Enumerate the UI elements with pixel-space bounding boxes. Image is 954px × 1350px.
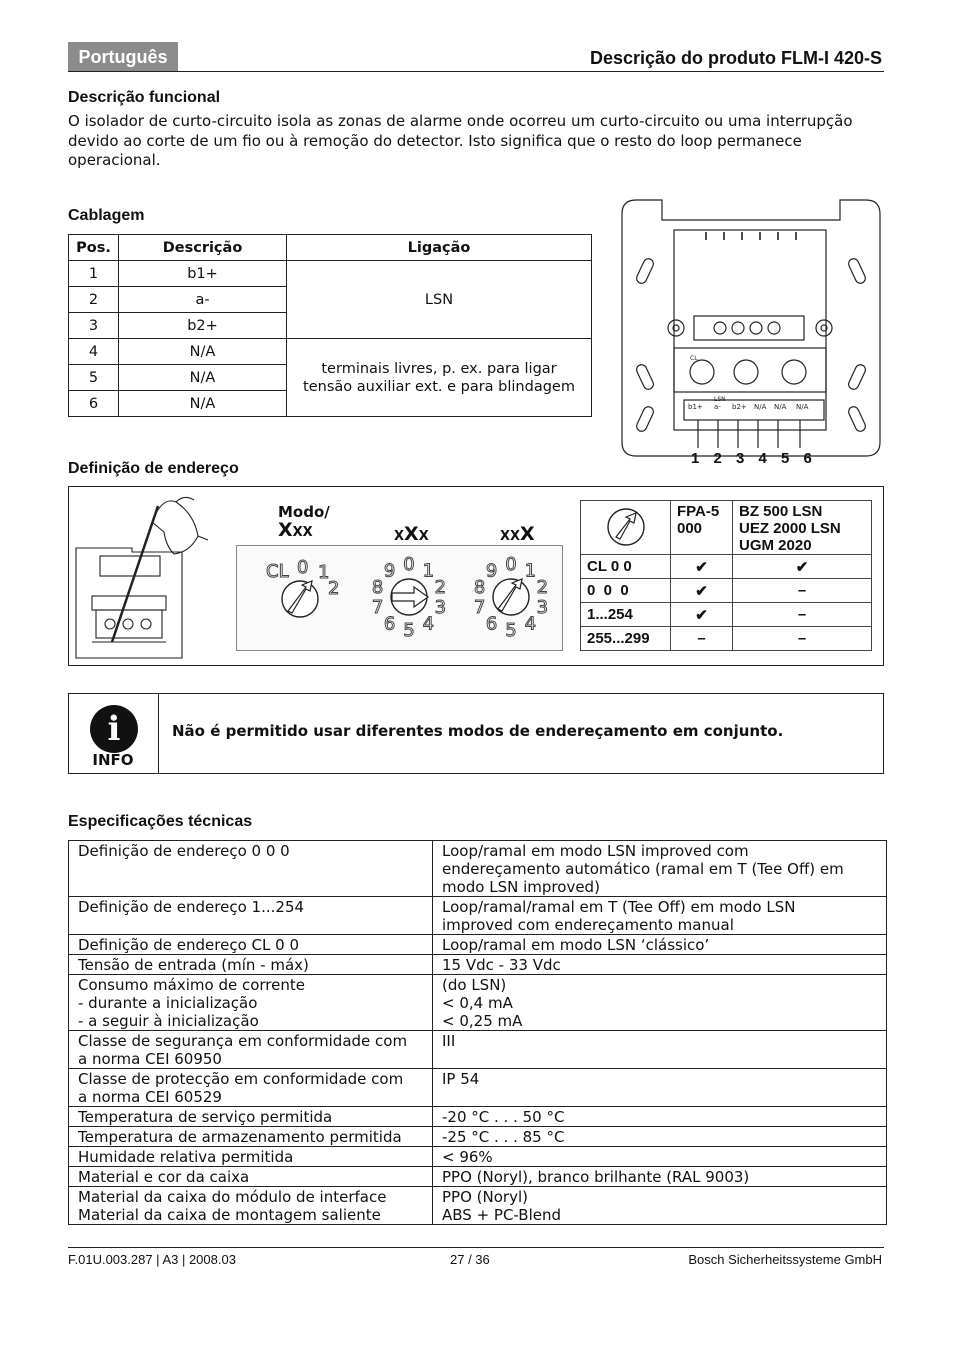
dial-units[interactable] [474, 554, 548, 641]
spec-label: Temperatura de armazenamento permitida [78, 1128, 402, 1146]
table-row [69, 1107, 887, 1127]
dial-b-label [394, 523, 429, 545]
drawing-terminal-label: b1+ [688, 403, 703, 411]
dial-digit: 2 [434, 576, 447, 598]
drawing-terminal-label: N/A [796, 403, 809, 411]
drawing-terminal-label: N/A [774, 403, 787, 411]
dial-digit: 8 [371, 576, 384, 598]
spec-value: modo LSN improved) [442, 878, 600, 896]
info-divider [158, 693, 159, 774]
spec-label: Material e cor da caixa [78, 1168, 250, 1186]
desc-cell: a- [119, 287, 287, 313]
spec-value: Loop/ramal em modo LSN ‘clássico’ [442, 936, 710, 954]
table-row [69, 897, 887, 935]
row-label: 1...254 [581, 603, 671, 627]
dial-digit: 0 [505, 554, 517, 575]
table-row [69, 1147, 887, 1167]
spec-label-cell [69, 1187, 433, 1225]
table-row [581, 627, 872, 651]
drawing-lsn-label: LSN [714, 396, 726, 403]
functional-heading: Descrição funcional [68, 89, 221, 106]
table-row [69, 841, 887, 897]
mounting-slot [635, 405, 655, 433]
dial-c-small: XX [500, 529, 521, 544]
table-row [69, 955, 887, 975]
dial-symbol-cell [581, 501, 671, 555]
spec-value: < 0,4 mA [442, 994, 513, 1012]
dial-digit: 6 [485, 613, 498, 635]
spec-value: endereçamento automático (ramal em T (Tee Off) em [442, 860, 844, 878]
spec-label: Consumo máximo de corrente [78, 976, 305, 994]
functional-line: devido ao corte de um fio ou à remoção do detector. Isto significa que o resto do loop permanece [68, 131, 802, 150]
mounting-slot [635, 363, 655, 391]
col-desc: Descrição [119, 235, 287, 261]
device-outline [622, 200, 880, 456]
spec-value-cell [433, 975, 887, 1031]
table-row [69, 975, 887, 1031]
dial-digit: 4 [422, 613, 435, 635]
check-icon: ✔ [671, 603, 733, 627]
rotary-dials [236, 545, 563, 651]
table-header-row [69, 235, 592, 261]
col-bz [733, 501, 872, 555]
dial-digit: 5 [403, 620, 415, 641]
row-label: CL 0 0 [581, 555, 671, 579]
check-icon: ✔ [671, 579, 733, 603]
spec-value-cell [433, 841, 887, 897]
dial-digit: 1 [318, 562, 330, 583]
pos-cell: 4 [69, 339, 119, 365]
dash-icon: – [733, 579, 872, 603]
spec-value-cell [433, 1147, 887, 1167]
aux-cell [287, 339, 592, 417]
spec-label-cell [69, 1031, 433, 1069]
col-bz-line: UGM 2020 [739, 537, 812, 554]
spec-label: - durante a inicialização [78, 994, 258, 1012]
dash-icon: – [671, 627, 733, 651]
mounting-slot [847, 405, 867, 433]
dial-digit: 9 [383, 560, 396, 582]
col-ligacao: Ligação [287, 235, 592, 261]
dial-mode[interactable] [266, 557, 339, 617]
col-fpa-label: FPA-5000 [677, 503, 720, 537]
specs-heading: Especificações técnicas [68, 813, 253, 830]
dial-digit: 8 [473, 576, 486, 598]
table-row [69, 1031, 887, 1069]
spec-label-cell [69, 897, 433, 935]
spec-label-cell [69, 1147, 433, 1167]
table-row [69, 1069, 887, 1107]
spec-label: Classe de segurança em conformidade com [78, 1032, 408, 1050]
pos-cell: 2 [69, 287, 119, 313]
spec-value: ABS + PC-Blend [442, 1206, 562, 1224]
functional-line: O isolador de curto-circuito isola as zonas de alarme onde ocorreu um curto-circuito ou uma interrupção [68, 112, 853, 130]
spec-value: 15 Vdc - 33 Vdc [442, 956, 561, 974]
spec-label: Classe de protecção em conformidade com [78, 1070, 404, 1088]
language-tab: Português [68, 42, 178, 72]
desc-cell: N/A [119, 391, 287, 417]
info-label: INFO [92, 751, 134, 769]
mounting-slot [847, 257, 867, 285]
aux-line: tensão auxiliar ext. e para blindagem [303, 378, 575, 395]
col-fpa [671, 501, 733, 555]
pos-cell: 3 [69, 313, 119, 339]
table-header-row [581, 501, 872, 555]
table-row [69, 1167, 887, 1187]
check-icon: ✔ [671, 555, 733, 579]
desc-cell: N/A [119, 365, 287, 391]
dial-a-small: XX [292, 525, 313, 540]
spec-label-cell [69, 841, 433, 897]
dial-digit: 3 [434, 597, 447, 619]
drawing-terminal-label: a- [714, 403, 721, 411]
spec-value-cell [433, 897, 887, 935]
table-row [69, 1127, 887, 1147]
col-bz-line: BZ 500 LSN [739, 503, 823, 520]
spec-label: Material da caixa do módulo de interface [78, 1188, 387, 1206]
pos-cell: 1 [69, 261, 119, 287]
dial-digit: 5 [505, 620, 517, 641]
dash-icon: – [733, 627, 872, 651]
spec-label-cell [69, 955, 433, 975]
row-label: 0 0 0 [581, 579, 671, 603]
spec-value: PPO (Noryl), branco brilhante (RAL 9003) [442, 1168, 750, 1186]
dial-digit: 7 [371, 597, 384, 619]
mode-label [278, 503, 330, 542]
info-text: Não é permitido usar diferentes modos de endereçamento em conjunto. [172, 722, 784, 740]
dial-b-big: X [404, 523, 419, 545]
footer-company: Bosch Sicherheitssysteme GmbH [688, 1252, 882, 1267]
document-title: Descrição do produto FLM-I 420-S [589, 48, 882, 68]
drawing-cl-label: CL [690, 355, 698, 362]
spec-value-cell [433, 1167, 887, 1187]
footer-doc-id: F.01U.003.287 | A3 | 2008.03 [68, 1252, 236, 1267]
aux-line: terminais livres, p. ex. para ligar [321, 360, 557, 377]
specs-table [68, 840, 887, 1225]
connector-block [694, 316, 804, 340]
dial-c-label [500, 523, 535, 545]
spec-label: Temperatura de serviço permitida [78, 1108, 333, 1126]
table-row [581, 603, 872, 627]
spec-value-cell [433, 1031, 887, 1069]
pos-cell: 5 [69, 365, 119, 391]
spec-value: < 0,25 mA [442, 1012, 523, 1030]
dial-digit: 7 [473, 597, 486, 619]
dial-digit: CL [266, 561, 289, 582]
spec-label: a norma CEI 60950 [78, 1050, 222, 1068]
spec-label: - a seguir à inicialização [78, 1012, 259, 1030]
dial-digit: 9 [485, 560, 498, 582]
dial-a-big: X [278, 519, 293, 541]
spec-value: improved com endereçamento manual [442, 916, 734, 934]
col-bz-line: UEZ 2000 LSN [739, 520, 841, 537]
spec-value: PPO (Noryl) [442, 1188, 528, 1206]
dial-b-pre: X [394, 529, 405, 544]
spec-value: < 96% [442, 1148, 493, 1166]
spec-value-cell [433, 955, 887, 975]
spec-value-cell [433, 1187, 887, 1225]
functional-paragraph [68, 112, 884, 171]
desc-cell: N/A [119, 339, 287, 365]
terminal-numbers: 1 2 3 4 5 6 [691, 450, 817, 467]
dial-digit: 1 [524, 560, 537, 582]
spec-label: a norma CEI 60529 [78, 1088, 222, 1106]
header-rule [68, 71, 884, 72]
spec-label: Definição de endereço CL 0 0 [78, 936, 300, 954]
dial-b-post: X [418, 529, 429, 544]
spec-value: -25 °C . . . 85 °C [442, 1128, 565, 1146]
hand-icon [152, 501, 198, 554]
functional-line: operacional. [68, 151, 161, 169]
drawing-terminal-label: N/A [754, 403, 767, 411]
desc-cell: b2+ [119, 313, 287, 339]
spec-value: IP 54 [442, 1070, 480, 1088]
table-row [581, 579, 872, 603]
table-row [69, 261, 592, 287]
dial-c-big: X [520, 523, 535, 545]
spec-label: Material da caixa de montagem saliente [78, 1206, 381, 1224]
pos-cell: 6 [69, 391, 119, 417]
dial-digit: 6 [383, 613, 396, 635]
mounting-slot [847, 363, 867, 391]
spec-label-cell [69, 935, 433, 955]
row-label: 255...299 [581, 627, 671, 651]
table-row [581, 555, 872, 579]
spec-value: III [442, 1032, 456, 1050]
footer-page-number: 27 / 36 [450, 1252, 490, 1267]
spec-label-cell [69, 1127, 433, 1147]
dial-tens[interactable] [372, 554, 446, 641]
spec-value: (do LSN) [442, 976, 507, 994]
spec-label-cell [69, 975, 433, 1031]
table-row [69, 339, 592, 365]
table-row [69, 1187, 887, 1225]
lsn-cell: LSN [287, 261, 592, 339]
spec-label-cell [69, 1069, 433, 1107]
spec-value: Loop/ramal/ramal em T (Tee Off) em modo LSN [442, 898, 796, 916]
spec-value-cell [433, 1107, 887, 1127]
dial-digit: 2 [328, 578, 340, 599]
spec-label: Definição de endereço 1...254 [78, 898, 305, 916]
desc-cell: b1+ [119, 261, 287, 287]
col-pos: Pos. [69, 235, 119, 261]
screwdriver-illustration [72, 492, 212, 662]
dial-digit: 0 [297, 557, 309, 578]
spec-label-cell [69, 1107, 433, 1127]
dial-digit: 1 [422, 560, 435, 582]
spec-value: -20 °C . . . 50 °C [442, 1108, 565, 1126]
mode-title: Modo/ [278, 503, 330, 521]
table-row [69, 935, 887, 955]
footer-rule [68, 1247, 884, 1248]
spec-label: Tensão de entrada (mín - máx) [78, 956, 309, 974]
spec-value-cell [433, 935, 887, 955]
dial-digit: 3 [536, 597, 549, 619]
wiring-table [68, 234, 592, 417]
spec-label-cell [69, 1167, 433, 1187]
dial-digit: 0 [403, 554, 415, 575]
mounting-slot [635, 257, 655, 285]
dial-digit: 2 [536, 576, 549, 598]
spec-label: Definição de endereço 0 0 0 [78, 842, 290, 860]
device-drawing [618, 196, 884, 474]
spec-value: Loop/ramal em modo LSN improved com [442, 842, 749, 860]
compatibility-table [580, 500, 872, 651]
dash-icon: – [733, 603, 872, 627]
dial-digit: 4 [524, 613, 537, 635]
spec-label: Humidade relativa permitida [78, 1148, 294, 1166]
address-heading: Definição de endereço [68, 460, 239, 477]
wiring-heading: Cablagem [68, 207, 145, 224]
info-icon: i [90, 705, 138, 753]
drawing-terminal-label: b2+ [732, 403, 747, 411]
check-icon: ✔ [733, 555, 872, 579]
spec-value-cell [433, 1069, 887, 1107]
dial-symbol-icon [606, 507, 646, 547]
spec-value-cell [433, 1127, 887, 1147]
